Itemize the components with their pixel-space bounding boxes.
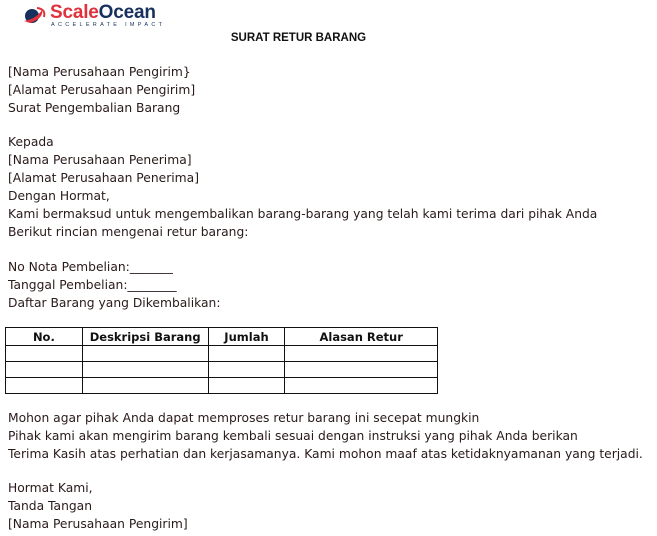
closing-line-2: Pihak kami akan mengirim barang kembali sesuai dengan instruksi yang pihak Anda berikan xyxy=(8,429,578,443)
table-cell xyxy=(285,378,438,394)
document-title: SURAT RETUR BARANG xyxy=(230,32,367,44)
table-row xyxy=(6,346,438,362)
intro-line-1: Kami bermaksud untuk mengembalikan barang-barang yang telah kami terima dari pihak Anda xyxy=(8,207,598,221)
table-header-row xyxy=(6,328,438,346)
table-cell xyxy=(208,378,285,394)
table-cell xyxy=(285,346,438,362)
table-cell xyxy=(82,378,208,394)
header-reason: Alasan Retur xyxy=(285,328,438,346)
purchase-date-field: Tanggal Pembelian:________ xyxy=(8,278,177,292)
return-list-label: Daftar Barang yang Dikembalikan: xyxy=(8,296,221,310)
table-cell xyxy=(6,378,83,394)
return-items-table xyxy=(5,327,438,394)
header-no: No. xyxy=(6,328,83,346)
table-row xyxy=(6,362,438,378)
sender-name: [Nama Perusahaan Pengirim} xyxy=(8,65,191,79)
table-cell xyxy=(208,362,285,378)
sender-address: [Alamat Perusahaan Pengirim] xyxy=(8,83,196,97)
regards: Hormat Kami, xyxy=(8,481,93,495)
brand-name-ocean: Ocean xyxy=(98,2,156,23)
header-quantity: Jumlah xyxy=(208,328,285,346)
signature-company-name: [Nama Perusahaan Pengirim] xyxy=(8,517,188,531)
closing-line-3: Terima Kasih atas perhatian dan kerjasamanya. Kami mohon maaf atas ketidaknyamanan yang terjadi. xyxy=(8,447,643,461)
brand-tagline: ACCELERATE IMPACT xyxy=(51,22,166,28)
recipient-name: [Nama Perusahaan Penerima] xyxy=(8,153,192,167)
table-cell xyxy=(6,362,83,378)
greeting: Dengan Hormat, xyxy=(8,189,110,203)
letter-subject: Surat Pengembalian Barang xyxy=(8,101,181,115)
invoice-number-field: No Nota Pembelian:_______ xyxy=(8,260,173,274)
table-cell xyxy=(82,346,208,362)
table-cell xyxy=(6,346,83,362)
closing-line-1: Mohon agar pihak Anda dapat memproses retur barang ini secepat mungkin xyxy=(8,411,480,425)
brand-name xyxy=(50,2,156,24)
table-cell xyxy=(82,362,208,378)
signature-label: Tanda Tangan xyxy=(8,499,92,513)
intro-line-2: Berikut rincian mengenai retur barang: xyxy=(8,225,249,239)
table-cell xyxy=(285,362,438,378)
ocean-globe-logo-icon xyxy=(20,5,50,25)
table-cell xyxy=(208,346,285,362)
brand-name-scale: Scale xyxy=(50,2,99,23)
header-description: Deskripsi Barang xyxy=(82,328,208,346)
table-row xyxy=(6,378,438,394)
recipient-address: [Alamat Perusahaan Penerima] xyxy=(8,171,199,185)
brand-logo xyxy=(20,2,170,30)
recipient-to-label: Kepada xyxy=(8,135,54,149)
